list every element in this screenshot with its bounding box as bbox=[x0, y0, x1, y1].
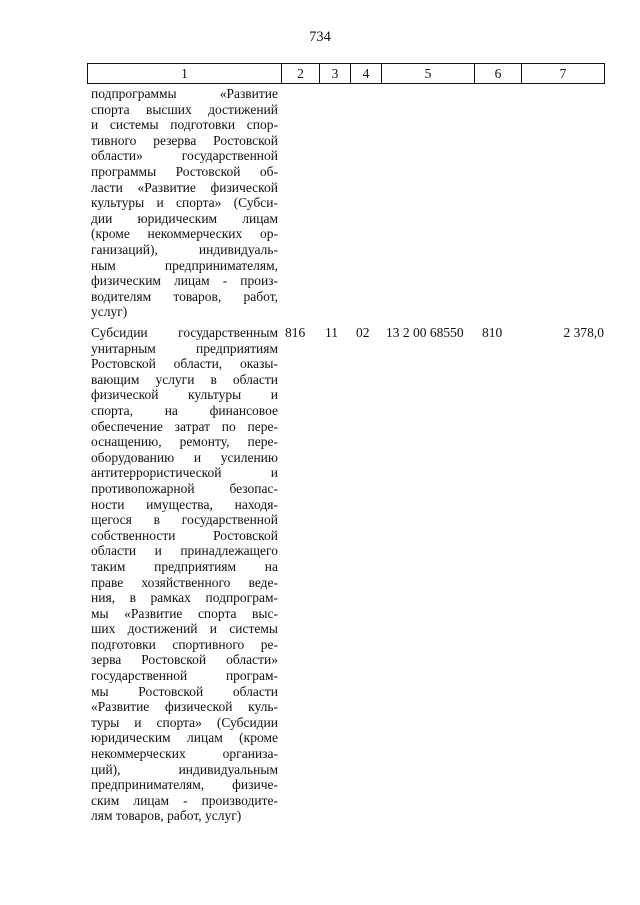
header-bottom-border bbox=[87, 83, 605, 84]
row-description-line: водителям товаров, работ, bbox=[91, 288, 278, 304]
row-description-line: некоммерческих организа- bbox=[91, 746, 278, 762]
target-article-code: 13 2 00 68550 bbox=[386, 325, 464, 340]
row-description-line: противопожарной безопас- bbox=[91, 480, 278, 496]
row-description-line: праве хозяйственного веде- bbox=[91, 574, 278, 590]
row-description-line: области и принадлежащего bbox=[91, 543, 278, 559]
row-description-line: мы Ростовской области bbox=[91, 683, 278, 699]
column-header-3: 3 bbox=[331, 66, 339, 81]
row-description-line: предпринимателям, физиче- bbox=[91, 777, 278, 793]
column-header-6: 6 bbox=[494, 66, 502, 81]
row-description-line: ности имущества, находя- bbox=[91, 496, 278, 512]
row-description-line: Субсидии государственным bbox=[91, 325, 278, 340]
row-description-line: подготовки спортивного ре- bbox=[91, 636, 278, 652]
column-header-5: 5 bbox=[424, 66, 432, 81]
row-description-line: физической культуры и bbox=[91, 387, 278, 403]
row-description-line: дии юридическим лицам bbox=[91, 210, 278, 226]
row-description-line: ласти «Развитие физической bbox=[91, 179, 278, 195]
row-description-line: услуг) bbox=[91, 304, 128, 320]
row-description-line: зерва Ростовской области» bbox=[91, 652, 278, 668]
section-code: 11 bbox=[325, 325, 338, 340]
header-divider bbox=[604, 63, 605, 84]
column-header-1: 1 bbox=[181, 66, 188, 81]
row-description-line: обеспечение затрат по пере- bbox=[91, 418, 278, 434]
row-description-line: Ростовской области, оказы- bbox=[91, 356, 278, 372]
row-description-line: оснащению, ремонту, пере- bbox=[91, 434, 278, 450]
row-description-line: «Развитие физической куль- bbox=[91, 699, 278, 715]
row-description-line: и системы подготовки спор- bbox=[91, 117, 278, 133]
column-header-2: 2 bbox=[297, 66, 304, 81]
row-description-line: мы «Развитие спорта выс- bbox=[91, 605, 278, 621]
row-description-line: ния, в рамках подпрограм- bbox=[91, 590, 278, 606]
row-description-line: ным предпринимателям, bbox=[91, 257, 278, 273]
row-description-line: юридическим лицам (кроме bbox=[91, 730, 278, 746]
row-description-line: лям товаров, работ, услуг) bbox=[91, 808, 242, 824]
column-header-7: 7 bbox=[559, 66, 567, 81]
row-description-line: области» государственной bbox=[91, 148, 278, 164]
amount-value: 2 378,0 bbox=[563, 325, 604, 340]
row-description-line: щегося в государственной bbox=[91, 512, 278, 528]
row-description-line: вающим услуги в области bbox=[91, 371, 278, 387]
table-row-continuation bbox=[91, 86, 278, 320]
expense-type-code: 810 bbox=[482, 325, 503, 340]
table-row-subsidy bbox=[91, 325, 278, 824]
row-description-line: государственной програм- bbox=[91, 668, 278, 684]
row-description-line: ших достижений и системы bbox=[91, 621, 278, 637]
row-description-line: таким предприятиям на bbox=[91, 558, 278, 574]
row-description-line: туры и спорта» (Субсидии bbox=[91, 714, 278, 730]
row-description-line: программы Ростовской об- bbox=[91, 163, 278, 179]
row-description-line: (кроме некоммерческих ор- bbox=[91, 226, 278, 242]
row-description-line: физическим лицам - произ- bbox=[91, 273, 278, 289]
row-description-line: подпрограммы «Развитие bbox=[91, 86, 278, 101]
row-description-line: спорта, на финансовое bbox=[91, 402, 278, 418]
row-description-line: ций), индивидуальным bbox=[91, 761, 278, 777]
row-description-line: унитарным предприятиям bbox=[91, 340, 278, 356]
row-description-line: антитеррористической и bbox=[91, 465, 278, 481]
row-description-line: культуры и спорта» (Субси- bbox=[91, 195, 278, 211]
row-description-line: спорта высших достижений bbox=[91, 101, 278, 117]
page-number: 734 bbox=[309, 29, 331, 45]
row-description-line: ским лицам - производите- bbox=[91, 792, 278, 808]
column-header-4: 4 bbox=[362, 66, 370, 81]
ministry-code: 816 bbox=[285, 325, 306, 340]
row-description-line: ганизаций), индивидуаль- bbox=[91, 241, 278, 257]
row-description-line: собственности Ростовской bbox=[91, 527, 278, 543]
row-description-line: тивного резерва Ростовской bbox=[91, 132, 278, 148]
subsection-code: 02 bbox=[356, 325, 370, 340]
row-description-line: оборудованию и усилению bbox=[91, 449, 278, 465]
